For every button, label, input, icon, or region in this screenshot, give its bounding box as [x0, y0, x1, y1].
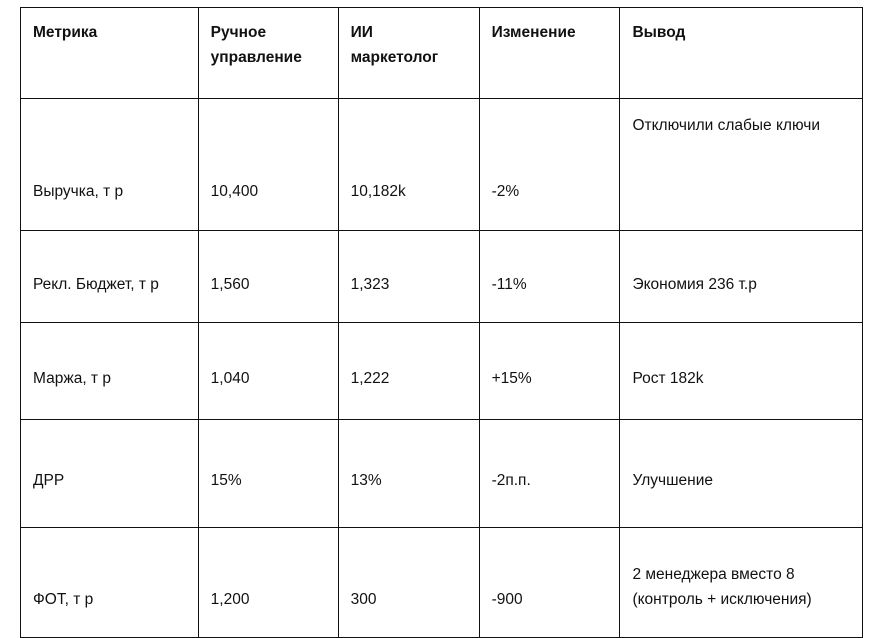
comparison-table	[20, 7, 863, 638]
cell-metric: Выручка, т р	[21, 99, 199, 231]
cell-metric: ФОТ, т р	[21, 528, 199, 638]
cell-manual: 1,040	[198, 323, 338, 420]
cell-change: -2п.п.	[479, 420, 620, 528]
table-row	[21, 99, 863, 231]
cell-metric: Маржа, т р	[21, 323, 199, 420]
table-row	[21, 231, 863, 323]
cell-change: -900	[479, 528, 620, 638]
header-conclusion: Вывод	[620, 8, 863, 99]
cell-change: -2%	[479, 99, 620, 231]
header-row	[21, 8, 863, 99]
header-ai: ИИ маркетолог	[338, 8, 479, 99]
cell-conclusion: Рост 182k	[620, 323, 863, 420]
header-metric: Метрика	[21, 8, 199, 99]
cell-manual: 10,400	[198, 99, 338, 231]
header-manual: Ручное управление	[198, 8, 338, 99]
table-row	[21, 323, 863, 420]
table-row	[21, 528, 863, 638]
cell-conclusion: Улучшение	[620, 420, 863, 528]
cell-manual: 1,560	[198, 231, 338, 323]
cell-change: +15%	[479, 323, 620, 420]
cell-conclusion: Отключили слабые ключи	[620, 99, 863, 231]
cell-conclusion: 2 менеджера вместо 8 (контроль + исключения)	[620, 528, 863, 638]
table-row	[21, 420, 863, 528]
cell-change: -11%	[479, 231, 620, 323]
cell-ai: 1,222	[338, 323, 479, 420]
cell-metric: ДРР	[21, 420, 199, 528]
cell-metric: Рекл. Бюджет, т р	[21, 231, 199, 323]
header-change: Изменение	[479, 8, 620, 99]
cell-ai: 300	[338, 528, 479, 638]
cell-ai: 10,182k	[338, 99, 479, 231]
cell-ai: 13%	[338, 420, 479, 528]
cell-ai: 1,323	[338, 231, 479, 323]
cell-manual: 15%	[198, 420, 338, 528]
cell-conclusion: Экономия 236 т.р	[620, 231, 863, 323]
cell-manual: 1,200	[198, 528, 338, 638]
